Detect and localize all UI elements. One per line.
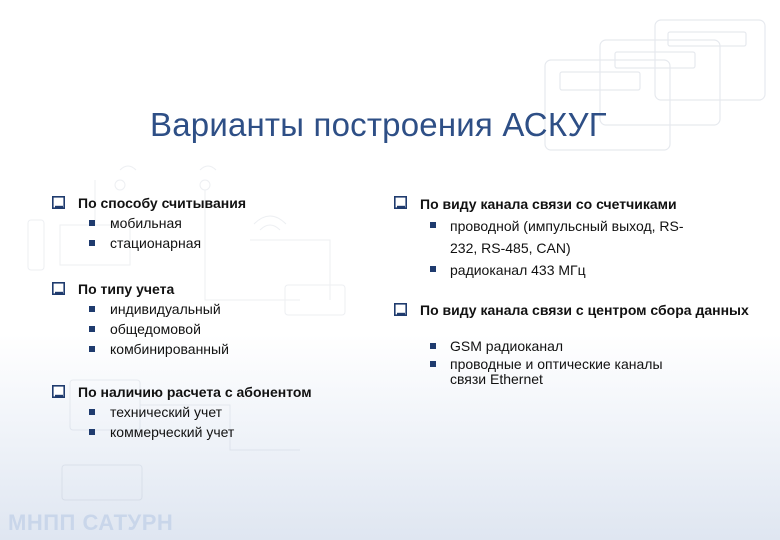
list-item: [392, 215, 700, 259]
list-item-text: комбинированный: [110, 341, 229, 357]
list-item: [50, 339, 370, 359]
square-bullet-icon: [430, 343, 436, 349]
checkbox-icon: [52, 385, 65, 398]
square-bullet-icon: [89, 346, 95, 352]
square-bullet-icon: [89, 409, 95, 415]
list-item: [50, 213, 370, 233]
section-meter-channel: [392, 193, 762, 281]
square-bullet-icon: [89, 326, 95, 332]
square-bullet-icon: [89, 306, 95, 312]
item-list: [50, 299, 370, 359]
square-bullet-icon: [430, 266, 436, 272]
list-item: [50, 402, 370, 422]
section-metering-type: [50, 279, 370, 359]
slide-title: Варианты построения АСКУГ: [150, 106, 607, 143]
section-heading: [50, 382, 370, 402]
list-item: [392, 357, 670, 387]
list-item-text: индивидуальный: [110, 301, 221, 317]
right-column: [392, 193, 762, 387]
list-item: [50, 299, 370, 319]
section-reading-method: [50, 193, 370, 253]
list-item-text: общедомовой: [110, 321, 201, 337]
section-heading: [392, 193, 762, 215]
list-item: [50, 319, 370, 339]
list-item-text: проводной (импульсный выход, RS-232, RS-485, CAN): [450, 218, 684, 256]
checkbox-icon: [394, 196, 407, 209]
section-heading-text: По виду канала связи со счетчиками: [420, 196, 677, 212]
item-list: [392, 215, 762, 281]
item-list: [50, 402, 370, 442]
item-list: [50, 213, 370, 253]
company-logo: МНПП САТУРН: [8, 510, 174, 535]
square-bullet-icon: [430, 361, 436, 367]
square-bullet-icon: [89, 240, 95, 246]
section-heading-text: По типу учета: [78, 281, 175, 297]
list-item-text: проводные и оптические каналы связи Ethernet: [450, 356, 663, 387]
list-item-text: коммерческий учет: [110, 424, 235, 440]
square-bullet-icon: [430, 222, 436, 228]
list-item: [50, 422, 370, 442]
section-center-channel: [392, 303, 762, 387]
list-item: [50, 233, 370, 253]
section-heading-text: По наличию расчета с абонентом: [78, 384, 312, 400]
list-item-text: технический учет: [110, 404, 223, 420]
section-heading: [50, 279, 370, 299]
section-heading-text: По способу считывания: [78, 195, 246, 211]
section-heading: [50, 193, 370, 213]
section-heading-text: По виду канала связи с центром сбора данных: [420, 302, 749, 318]
list-item-text: мобильная: [110, 215, 182, 231]
list-item-text: радиоканал 433 МГц: [450, 262, 586, 278]
list-item-text: стационарная: [110, 235, 202, 251]
square-bullet-icon: [89, 220, 95, 226]
list-item: [392, 259, 762, 281]
checkbox-icon: [394, 303, 407, 316]
list-item-text: GSM радиоканал: [450, 338, 564, 354]
section-heading: [392, 303, 750, 318]
item-list: [392, 339, 762, 387]
checkbox-icon: [52, 196, 65, 209]
left-column: [50, 193, 370, 442]
section-billing: [50, 382, 370, 442]
square-bullet-icon: [89, 429, 95, 435]
list-item: [392, 339, 762, 354]
checkbox-icon: [52, 282, 65, 295]
